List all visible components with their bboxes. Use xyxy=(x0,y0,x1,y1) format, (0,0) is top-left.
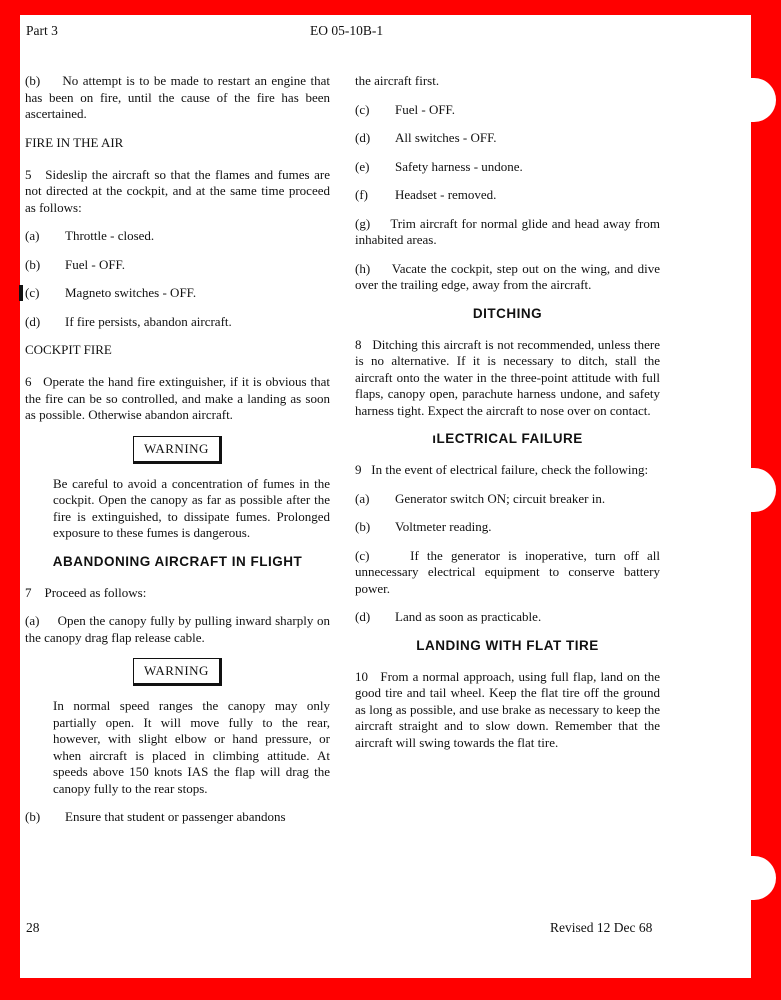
list-item-text: Ensure that student or passenger abandons xyxy=(65,809,286,824)
heading-cockpit-fire: COCKPIT FIRE xyxy=(25,342,112,357)
list-item-label: (c) xyxy=(25,285,40,300)
list-item-label: (f) xyxy=(355,187,368,202)
list-item-label: (b) xyxy=(25,809,41,824)
list-item-label: (b) xyxy=(25,256,41,272)
paragraph-6: 6 Operate the hand fire extinguisher, if it is obvious that the fire can be so controlled, and make a landing as soon as possible. Otherwise abandon aircraft. xyxy=(25,374,330,422)
paragraph-5: 5 Sideslip the aircraft so that the flames and fumes are not directed at the cockpit, and at the same time proceed as follows: xyxy=(25,166,330,215)
header-document-number: EO 05-10B-1 xyxy=(310,23,384,38)
list-item xyxy=(355,159,660,176)
list-item-label: (d) xyxy=(355,130,371,145)
list-item-text: Generator switch ON; circuit breaker in. xyxy=(395,490,606,506)
list-item-label: (d) xyxy=(355,609,371,624)
list-item-text: Land as soon as practicable. xyxy=(395,609,542,624)
revision-date: Revised 12 Dec 68 xyxy=(550,920,653,935)
paragraph-8: 8 Ditching this aircraft is not recommended, unless there is no alternative. If it is necessary to ditch, stall the aircraft onto the water in the three-point attitude with full flaps, canopy open, parachute harness undone, and safety harness tight. Expect the aircraft to nose over on contact. xyxy=(355,336,660,418)
left-column xyxy=(25,73,330,838)
warning-text: Be careful to avoid a concentration of fumes in the cockpit. Open the canopy as far as possible after the fire is extinguished, to dissipate fumes. Prolonged exposure to these fumes is dangerous. xyxy=(53,475,330,540)
list-item-text: Safety harness - undone. xyxy=(395,158,523,174)
list-item-label: (d) xyxy=(25,313,41,329)
list-item xyxy=(25,285,330,302)
list-item xyxy=(25,228,330,245)
list-item xyxy=(355,491,660,508)
heading-landing-flat-tire: LANDING WITH FLAT TIRE xyxy=(416,637,599,653)
paragraph-7g: (g) Trim aircraft for normal glide and head away from inhabited areas. xyxy=(355,215,660,247)
list-item xyxy=(25,314,330,331)
binder-hole xyxy=(746,468,776,512)
warning-box-wrapper xyxy=(25,436,330,464)
list-item xyxy=(355,102,660,119)
list-item xyxy=(355,609,660,626)
list-item xyxy=(355,130,660,147)
list-item xyxy=(355,519,660,536)
warning-box-wrapper xyxy=(25,658,330,686)
list-item-text: If fire persists, abandon aircraft. xyxy=(65,313,232,329)
list-item xyxy=(355,187,660,204)
list-item-label: (a) xyxy=(25,228,40,243)
warning-text: In normal speed ranges the canopy may only partially open. It will move fully to the rear, however, with slight elbow or hand pressure, or when aircraft is placed in climbing attitude. At speeds above 150 knots IAS the flap will drag the canopy fully to the rear stops. xyxy=(53,698,330,796)
list-item-text: Throttle - closed. xyxy=(65,228,155,243)
paragraph-7h: (h) Vacate the cockpit, step out on the wing, and dive over the trailing edge, away from the aircraft. xyxy=(355,260,660,292)
list-item-label: (c) xyxy=(355,101,370,117)
warning-label: WARNING xyxy=(133,658,222,686)
paragraph-7b-continued: the aircraft first. xyxy=(355,73,440,88)
header-part: Part 3 xyxy=(26,23,58,38)
revision-change-bar xyxy=(19,285,23,301)
paragraph-7a: (a) Open the canopy fully by pulling inward sharply on the canopy drag flap release cable. xyxy=(25,613,330,645)
heading-fire-in-the-air: FIRE IN THE AIR xyxy=(25,134,124,150)
list-item-text: Voltmeter reading. xyxy=(395,519,492,534)
paragraph-9: 9 In the event of electrical failure, check the following: xyxy=(355,462,649,477)
paragraph-9c: (c) If the generator is inoperative, turn off all unnecessary electrical equipment to conserve battery power. xyxy=(355,547,660,596)
document-page xyxy=(20,15,751,978)
paragraph-4b: (b) No attempt is to be made to restart an engine that has been on fire, until the cause of the fire has been ascertained. xyxy=(25,73,330,121)
heading-ditching: DITCHING xyxy=(472,305,543,321)
heading-abandoning-aircraft: ABANDONING AIRCRAFT IN FLIGHT xyxy=(52,553,303,569)
list-item-label: (a) xyxy=(355,490,370,506)
warning-label: WARNING xyxy=(133,436,222,464)
page-number: 28 xyxy=(26,920,40,935)
list-item-text: All switches - OFF. xyxy=(395,130,497,145)
list-item xyxy=(25,809,330,826)
binder-hole xyxy=(746,856,776,900)
binder-hole xyxy=(746,78,776,122)
list-item-label: (b) xyxy=(355,519,371,534)
list-item-text: Fuel - OFF. xyxy=(65,256,125,272)
list-item-label: (e) xyxy=(355,158,370,174)
heading-electrical-failure: ıLECTRICAL FAILURE xyxy=(432,431,583,446)
paragraph-7: 7 Proceed as follows: xyxy=(25,584,147,600)
list-item-text: Headset - removed. xyxy=(395,187,497,202)
list-item-text: Magneto switches - OFF. xyxy=(65,285,197,300)
list-item xyxy=(25,257,330,274)
list-item-text: Fuel - OFF. xyxy=(395,101,455,117)
paragraph-10: 10 From a normal approach, using full flap, land on the good tire and tail wheel. Keep the flat tire off the ground as long as possible, and use brake as necessary to keep the aircraft straight and to slow down. Remember that the aircraft will swing towards the flat tire. xyxy=(355,668,660,750)
right-column xyxy=(355,73,660,763)
